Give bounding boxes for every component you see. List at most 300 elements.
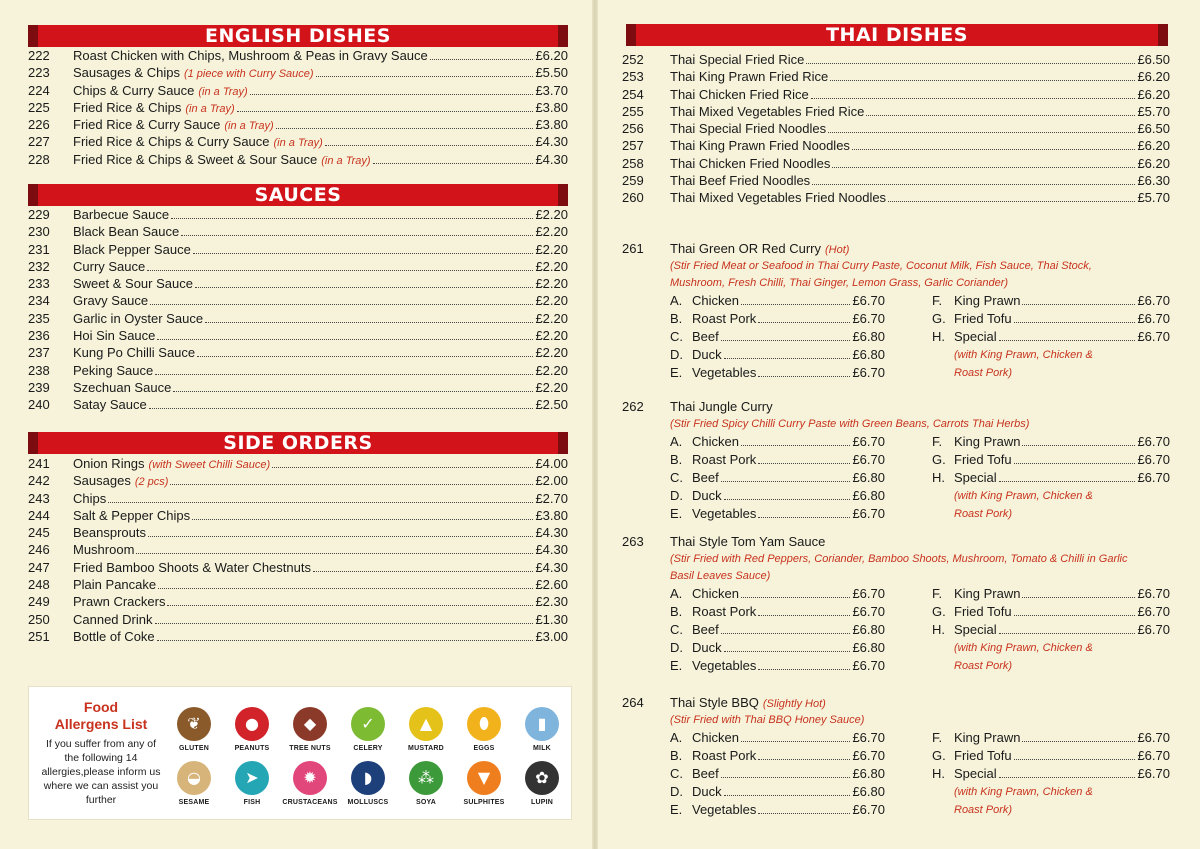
dot-leader	[724, 489, 851, 500]
dot-leader	[812, 174, 1135, 185]
dot-leader	[1014, 453, 1136, 464]
crustacean-icon: ✹	[293, 761, 327, 795]
menu-item-row[interactable]	[28, 396, 568, 413]
option-price: £6.80	[852, 640, 885, 655]
curry-number: 264	[622, 695, 644, 710]
item-line	[73, 472, 568, 491]
item-price: £2.20	[535, 310, 568, 326]
menu-item-row[interactable]	[622, 103, 1170, 120]
curry-option[interactable]	[670, 621, 885, 639]
item-line	[73, 206, 568, 223]
option-letter: F.	[932, 293, 943, 308]
option-letter: F.	[932, 586, 943, 601]
curry-description: (Stir Fried with Red Peppers, Coriander, Bamboo Shoots, Mushroom, Tomato & Chilli in Garlic Basil Leaves Sauce)	[670, 553, 1128, 582]
item-note: (2 pcs)	[134, 476, 169, 489]
option-letter: H.	[932, 622, 945, 637]
item-price: £3.80	[535, 117, 568, 133]
peanut-icon: ●	[235, 707, 269, 741]
menu-item-row[interactable]	[622, 68, 1170, 85]
menu-item-row[interactable]	[28, 206, 568, 223]
item-number: 251	[28, 628, 50, 644]
menu-item-row[interactable]	[28, 82, 568, 99]
menu-item-row[interactable]	[28, 133, 568, 150]
option-price: £6.80	[852, 347, 885, 362]
menu-item-row[interactable]	[28, 241, 568, 258]
item-line	[73, 64, 568, 83]
item-number: 242	[28, 473, 50, 489]
option-price: £6.70	[1137, 748, 1170, 763]
dot-leader	[758, 659, 850, 670]
curry-option[interactable]	[670, 657, 885, 675]
item-number: 233	[28, 276, 50, 292]
item-price: £4.30	[535, 151, 568, 167]
item-price: £2.50	[535, 397, 568, 413]
allergen-label: TREE NUTS	[289, 745, 331, 752]
option-price: £6.70	[1137, 766, 1170, 781]
curry-number: 261	[622, 241, 644, 256]
option-letter: C.	[670, 470, 683, 485]
curry-option[interactable]	[670, 639, 885, 657]
option-name: Fried Tofu	[954, 748, 1012, 763]
option-name: Fried Tofu	[954, 452, 1012, 467]
item-price: £2.20	[535, 276, 568, 292]
menu-item-row[interactable]	[622, 172, 1170, 189]
option-name: Roast Pork	[692, 604, 757, 619]
option-price: £6.70	[1137, 622, 1170, 637]
item-price: £4.30	[535, 525, 568, 541]
sauces-banner	[28, 184, 568, 206]
item-price: £2.20	[535, 207, 568, 222]
dot-leader	[721, 767, 851, 778]
menu-item-row[interactable]	[28, 576, 568, 593]
allergen-label: EGGS	[473, 745, 495, 752]
sesame-icon: ◒	[177, 761, 211, 795]
curry-option[interactable]	[932, 451, 1170, 469]
item-name: Thai Special Fried Rice	[670, 52, 805, 67]
menu-item-row[interactable]	[28, 559, 568, 576]
curry-option[interactable]	[932, 310, 1170, 328]
menu-item-row[interactable]	[28, 275, 568, 292]
option-letter: G.	[932, 748, 946, 763]
item-line	[73, 507, 568, 524]
item-price: £2.20	[535, 362, 568, 378]
curry-option[interactable]	[670, 433, 885, 451]
option-name: King Prawn	[954, 730, 1021, 745]
option-price: £6.80	[852, 622, 885, 637]
item-name: Sweet & Sour Sauce	[73, 276, 193, 292]
curry-description: (Stir Fried Meat or Seafood in Thai Curry Paste, Coconut Milk, Fish Sauce, Thai Stock, Mushroom, Fresh Chilli, Thai Ginger, Lemon Grass, Garlic Coriander)	[670, 260, 1092, 289]
item-line	[73, 99, 568, 118]
menu-item-row[interactable]	[622, 120, 1170, 137]
menu-item-row[interactable]	[28, 151, 568, 168]
curry-option[interactable]	[670, 801, 885, 819]
option-name: Beef	[692, 622, 719, 637]
curry-option[interactable]	[932, 621, 1170, 639]
item-number: 259	[622, 173, 644, 189]
special-note: Roast Pork)	[954, 660, 1013, 672]
curry-options	[670, 292, 1170, 384]
item-line	[73, 490, 568, 507]
dot-leader	[148, 526, 533, 537]
item-number: 245	[28, 525, 50, 541]
curry-option[interactable]	[670, 328, 885, 346]
option-name: Beef	[692, 766, 719, 781]
item-number: 229	[28, 207, 50, 222]
curry-option[interactable]	[932, 747, 1170, 765]
menu-item-row[interactable]	[622, 86, 1170, 103]
option-letter: E.	[670, 506, 683, 521]
option-letter: D.	[670, 488, 683, 503]
item-price: £2.20	[535, 328, 568, 344]
dot-leader	[1014, 312, 1136, 323]
curry-option[interactable]	[670, 469, 885, 487]
curry-option[interactable]	[932, 603, 1170, 621]
item-line	[73, 455, 568, 474]
curry-option[interactable]	[670, 364, 885, 382]
option-price: £6.80	[852, 766, 885, 781]
curry-option[interactable]	[670, 451, 885, 469]
option-letter: F.	[932, 730, 943, 745]
option-price: £6.70	[1137, 434, 1170, 449]
dot-leader	[758, 605, 850, 616]
item-price: £3.80	[535, 507, 568, 523]
item-name: Fried Bamboo Shoots & Water Chestnuts	[73, 559, 311, 575]
special-note: Roast Pork)	[954, 367, 1013, 379]
item-price: £5.70	[1137, 103, 1170, 119]
curry-options	[670, 585, 1170, 677]
item-price: £2.20	[535, 379, 568, 395]
curry-header	[622, 533, 1170, 551]
menu-item-row[interactable]	[622, 189, 1170, 206]
mollusc-icon: ◗	[351, 761, 385, 795]
dot-leader	[316, 66, 534, 77]
menu-item-row[interactable]	[28, 344, 568, 361]
curry-option[interactable]	[670, 783, 885, 801]
item-price: £6.50	[1137, 52, 1170, 67]
curry-name: Thai Style Tom Yam Sauce	[670, 534, 826, 549]
right-menu-page	[598, 0, 1200, 849]
menu-item-row[interactable]	[28, 99, 568, 116]
item-number: 230	[28, 224, 50, 240]
menu-item-row[interactable]	[28, 507, 568, 524]
dot-leader	[1022, 731, 1135, 742]
option-letter: H.	[932, 470, 945, 485]
item-number: 243	[28, 490, 50, 506]
curry-option[interactable]	[932, 292, 1170, 310]
item-line	[73, 258, 568, 275]
menu-item-row[interactable]	[622, 51, 1170, 68]
dot-leader	[325, 135, 534, 146]
curry-heat-note: (Slightly Hot)	[762, 698, 826, 710]
allergen-label: GLUTEN	[179, 745, 209, 752]
dot-leader	[721, 623, 851, 634]
item-number: 247	[28, 559, 50, 575]
curry-header	[622, 694, 1170, 712]
item-line	[73, 344, 568, 361]
option-letter: D.	[670, 347, 683, 362]
dot-leader	[758, 507, 850, 518]
dot-leader	[147, 260, 533, 271]
item-number: 236	[28, 328, 50, 344]
item-number: 248	[28, 577, 50, 593]
dot-leader	[158, 578, 533, 589]
option-price: £6.70	[852, 452, 885, 467]
item-line	[670, 86, 1170, 103]
dot-leader	[741, 587, 850, 598]
option-letter: A.	[670, 730, 683, 745]
curry-option[interactable]	[670, 729, 885, 747]
dot-leader	[1014, 605, 1136, 616]
curry-option[interactable]	[932, 469, 1170, 487]
item-name: Chips & Curry Sauce	[73, 82, 195, 98]
menu-item-row[interactable]	[28, 116, 568, 133]
curry-option[interactable]	[670, 765, 885, 783]
curry-option[interactable]	[670, 346, 885, 364]
item-price: £2.20	[535, 224, 568, 240]
allergens-heading-line1: Food	[83, 699, 119, 715]
curry-option[interactable]	[670, 585, 885, 603]
allergen-label: CRUSTACEANS	[282, 799, 338, 806]
dot-leader	[741, 731, 850, 742]
item-name: Kung Po Chilli Sauce	[73, 345, 196, 361]
dot-leader	[373, 153, 534, 164]
item-number: 224	[28, 82, 50, 98]
menu-item-row[interactable]	[28, 611, 568, 628]
item-line	[670, 120, 1170, 137]
dot-leader	[108, 492, 533, 503]
dot-leader	[1022, 587, 1135, 598]
curry-option[interactable]	[932, 328, 1170, 346]
option-letter: C.	[670, 766, 683, 781]
item-name: Szechuan Sauce	[73, 379, 172, 395]
curry-option[interactable]	[670, 310, 885, 328]
item-number: 238	[28, 362, 50, 378]
dot-leader	[1022, 294, 1135, 305]
item-number: 239	[28, 379, 50, 395]
item-line	[73, 151, 568, 170]
curry-option[interactable]	[670, 505, 885, 523]
allergen-label: PEANUTS	[234, 745, 270, 752]
option-price: £6.70	[1137, 329, 1170, 344]
option-price: £6.70	[852, 311, 885, 326]
option-name: Beef	[692, 470, 719, 485]
option-price: £6.70	[852, 586, 885, 601]
item-name: Fried Rice & Chips & Curry Sauce	[73, 134, 270, 150]
item-number: 241	[28, 456, 50, 471]
item-number: 223	[28, 65, 50, 81]
item-number: 255	[622, 103, 644, 119]
option-name: Roast Pork	[692, 748, 757, 763]
option-letter: F.	[932, 434, 943, 449]
option-price: £6.70	[852, 658, 885, 673]
curry-option[interactable]	[932, 585, 1170, 603]
menu-item-row[interactable]	[622, 137, 1170, 154]
item-line	[73, 593, 568, 610]
curry-options	[670, 729, 1170, 821]
special-note: (with King Prawn, Chicken &	[954, 349, 1093, 361]
item-price: £6.20	[1137, 86, 1170, 102]
dot-leader	[195, 277, 533, 288]
dot-leader	[272, 457, 533, 468]
item-name: Fried Rice & Chips & Sweet & Sour Sauce	[73, 151, 318, 167]
menu-item-row[interactable]	[28, 379, 568, 396]
curry-title	[670, 240, 849, 259]
curry-title	[670, 533, 825, 551]
curry-description: (Stir Fried with Thai BBQ Honey Sauce)	[670, 714, 865, 726]
dot-leader	[724, 641, 851, 652]
item-name: Thai Chicken Fried Noodles	[670, 155, 831, 171]
item-number: 226	[28, 117, 50, 133]
item-name: Fried Rice & Chips	[73, 99, 182, 115]
item-price: £6.50	[1137, 121, 1170, 137]
menu-item-row[interactable]	[28, 490, 568, 507]
curry-title	[670, 398, 773, 416]
dot-leader	[193, 243, 534, 254]
special-note: (with King Prawn, Chicken &	[954, 786, 1093, 798]
curry-option[interactable]	[932, 729, 1170, 747]
option-letter: A.	[670, 434, 683, 449]
item-name: Thai Beef Fried Noodles	[670, 173, 811, 189]
mustard-icon: ▲	[409, 707, 443, 741]
option-letter: D.	[670, 784, 683, 799]
option-name: Roast Pork	[692, 452, 757, 467]
option-price: £6.70	[852, 730, 885, 745]
item-note: (1 piece with Curry Sauce)	[183, 68, 314, 81]
item-line	[670, 103, 1170, 120]
special-note: (with King Prawn, Chicken &	[954, 642, 1093, 654]
menu-item-row[interactable]	[28, 258, 568, 275]
curry-option[interactable]	[932, 433, 1170, 451]
option-letter: E.	[670, 365, 683, 380]
dot-leader	[197, 346, 533, 357]
option-price: £6.70	[852, 293, 885, 308]
sulphite-icon: ▼	[467, 761, 501, 795]
item-name: Prawn Crackers	[73, 594, 166, 610]
allergen-item	[398, 761, 454, 806]
item-price: £4.30	[535, 134, 568, 150]
menu-item-row[interactable]	[28, 455, 568, 472]
menu-item-row[interactable]	[28, 310, 568, 327]
item-name: Thai Chicken Fried Rice	[670, 86, 809, 102]
curry-name: Thai Jungle Curry	[670, 399, 773, 414]
dot-leader	[806, 53, 1135, 64]
item-name: Gravy Sauce	[73, 293, 149, 309]
option-name: Chicken	[692, 434, 739, 449]
item-line	[73, 116, 568, 135]
item-name: Thai Special Fried Noodles	[670, 121, 827, 137]
curry-option[interactable]	[670, 603, 885, 621]
dot-leader	[155, 613, 534, 624]
dot-leader	[832, 157, 1135, 168]
option-letter: D.	[670, 640, 683, 655]
item-name: Thai Mixed Vegetables Fried Rice	[670, 103, 865, 119]
curry-header	[622, 398, 1170, 416]
item-price: £2.60	[535, 577, 568, 593]
menu-item-row[interactable]	[622, 155, 1170, 172]
allergen-label: SOYA	[416, 799, 436, 806]
menu-item-row[interactable]	[28, 524, 568, 541]
item-name: Mushroom	[73, 542, 135, 558]
item-note: (in a Tray)	[224, 120, 274, 133]
menu-item-row[interactable]	[28, 47, 568, 64]
allergen-item	[166, 761, 222, 806]
item-line	[670, 189, 1170, 206]
allergen-item	[456, 707, 512, 752]
allergens-info-text: If you suffer from any of the following 14 allergies,please inform us where we can assist you further	[41, 738, 161, 806]
english-dishes-list	[28, 47, 568, 168]
dot-leader	[741, 435, 850, 446]
item-price: £3.00	[535, 628, 568, 644]
item-number: 234	[28, 293, 50, 309]
menu-item-row[interactable]	[28, 64, 568, 81]
option-letter: G.	[932, 311, 946, 326]
option-name: Special	[954, 470, 997, 485]
allergen-item	[224, 707, 280, 752]
option-price: £6.70	[852, 802, 885, 817]
curry-heat-note: (Hot)	[825, 244, 850, 256]
soya-icon: ⁂	[409, 761, 443, 795]
curry-option[interactable]	[670, 292, 885, 310]
sauces-title: SAUCES	[254, 184, 342, 206]
thai-dishes-title: THAI DISHES	[826, 24, 968, 46]
item-number: 231	[28, 241, 50, 257]
item-name: Sausages	[73, 473, 131, 489]
menu-item-row[interactable]	[28, 362, 568, 379]
allergen-item	[456, 761, 512, 806]
item-number: 237	[28, 345, 50, 361]
option-name: Duck	[692, 488, 722, 503]
menu-item-row[interactable]	[28, 223, 568, 240]
menu-item-row[interactable]	[28, 541, 568, 558]
dot-leader	[999, 471, 1136, 482]
item-price: £2.30	[535, 594, 568, 610]
option-letter: E.	[670, 658, 683, 673]
dot-leader	[828, 122, 1135, 133]
special-note: Roast Pork)	[954, 804, 1013, 816]
menu-item-row[interactable]	[28, 628, 568, 645]
menu-item-row[interactable]	[28, 593, 568, 610]
item-price: £2.70	[535, 490, 568, 506]
menu-item-row[interactable]	[28, 472, 568, 489]
item-number: 249	[28, 594, 50, 610]
dot-leader	[250, 84, 534, 95]
item-line	[73, 292, 568, 309]
dot-leader	[866, 105, 1135, 116]
item-name: Onion Rings	[73, 456, 145, 471]
curry-section	[622, 398, 1170, 525]
dot-leader	[811, 88, 1136, 99]
curry-name: Thai Style BBQ	[670, 695, 759, 710]
item-price: £2.20	[535, 293, 568, 309]
item-name: Peking Sauce	[73, 362, 154, 378]
allergen-item	[282, 761, 338, 806]
dot-leader	[758, 803, 850, 814]
curry-option[interactable]	[670, 487, 885, 505]
wheat-icon: ❦	[177, 707, 211, 741]
dot-leader	[758, 749, 850, 760]
option-price: £6.70	[1137, 586, 1170, 601]
item-note: (in a Tray)	[198, 85, 248, 98]
option-letter: B.	[670, 748, 683, 763]
curry-option[interactable]	[670, 747, 885, 765]
dot-leader	[999, 623, 1136, 634]
fish-icon: ➤	[235, 761, 269, 795]
curry-option[interactable]	[932, 765, 1170, 783]
menu-item-row[interactable]	[28, 327, 568, 344]
menu-item-row[interactable]	[28, 292, 568, 309]
dot-leader	[741, 294, 850, 305]
item-number: 260	[622, 190, 644, 206]
